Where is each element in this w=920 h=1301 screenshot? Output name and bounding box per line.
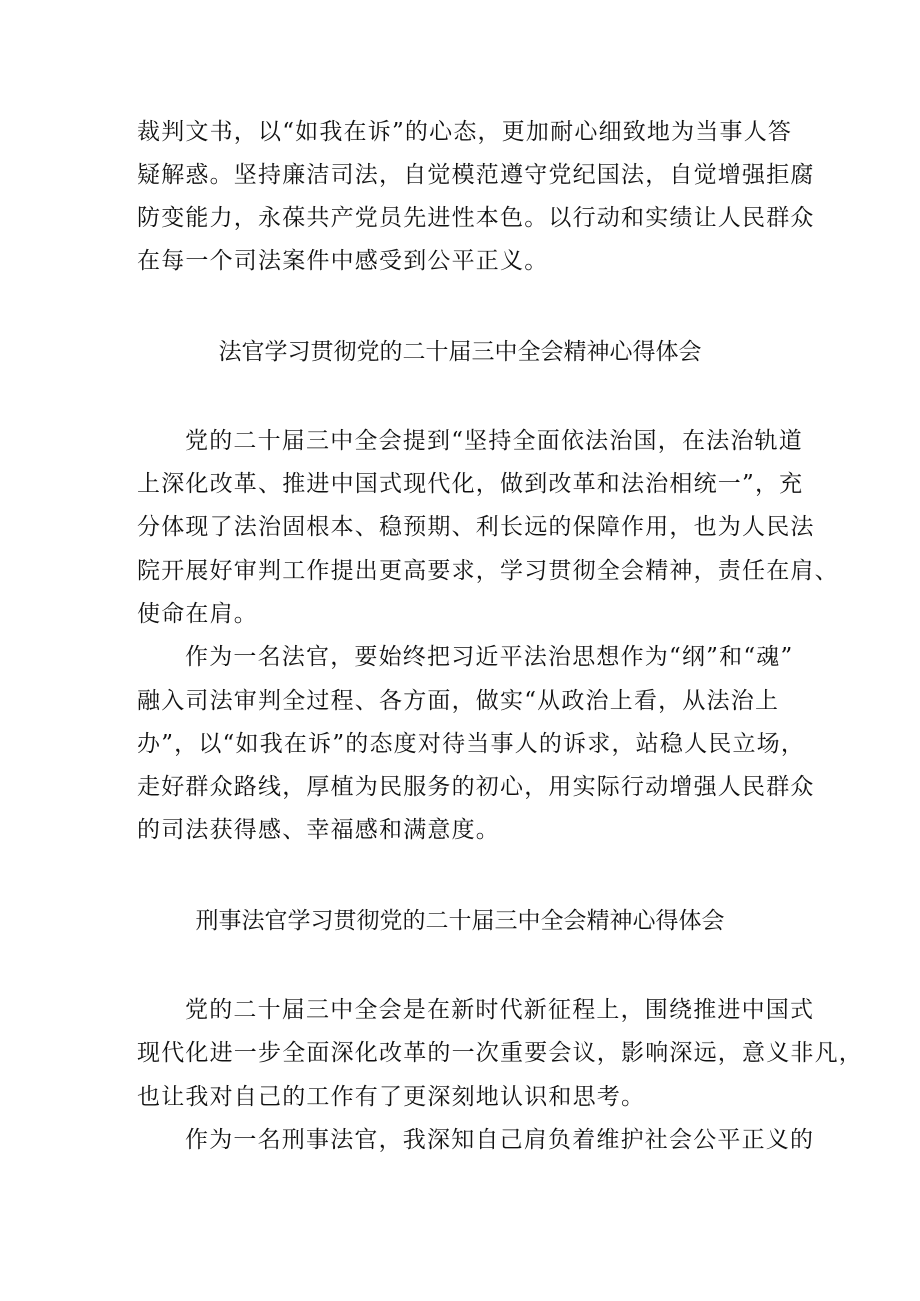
text-line: 现代化进一步全面深化改革的一次重要会议，影响深远，意义非凡，: [137, 1040, 863, 1066]
section-title: 刑事法官学习贯彻党的二十届三中全会精神心得体会: [195, 908, 725, 934]
text-line: 在每一个司法案件中感受到公平正义。: [137, 248, 549, 274]
text-line: 上深化改革、推进中国式现代化，做到改革和法治相统一”，充: [137, 471, 804, 497]
text-line: 党的二十届三中全会是在新时代新征程上，围绕推进中国式: [185, 997, 815, 1023]
text-line: 裁判文书，以“如我在诉”的心态，更加耐心细致地为当事人答: [137, 119, 793, 145]
section-title: 法官学习贯彻党的二十届三中全会精神心得体会: [218, 339, 702, 365]
text-line: 分体现了法治固根本、稳预期、利长远的保障作用，也为人民法: [137, 514, 815, 540]
text-line: 防变能力，永葆共产党员先进性本色。以行动和实绩让人民群众: [137, 205, 815, 231]
text-line: 走好群众路线，厚植为民服务的初心，用实际行动增强人民群众: [137, 774, 815, 800]
text-line: 使命在肩。: [137, 601, 258, 627]
text-line: 作为一名刑事法官，我深知自己肩负着维护社会公平正义的: [185, 1127, 815, 1153]
text-line: 也让我对自己的工作有了更深刻地认识和思考。: [137, 1084, 646, 1110]
text-line: 融入司法审判全过程、各方面，做实“从政治上看，从法治上: [137, 688, 780, 714]
text-line: 疑解惑。坚持廉洁司法，自觉模范遵守党纪国法，自觉增强拒腐: [137, 162, 815, 188]
text-line: 办”，以“如我在诉”的态度对待当事人的诉求，站稳人民立场，: [137, 731, 806, 757]
text-line: 党的二十届三中全会提到“坚持全面依法治国，在法治轨道: [185, 428, 803, 454]
text-line: 的司法获得感、幸福感和满意度。: [137, 817, 500, 843]
text-line: 院开展好审判工作提出更高要求，学习贯彻全会精神，责任在肩、: [137, 558, 839, 584]
text-line: 作为一名法官，要始终把习近平法治思想作为“纲”和“魂”: [185, 644, 794, 670]
